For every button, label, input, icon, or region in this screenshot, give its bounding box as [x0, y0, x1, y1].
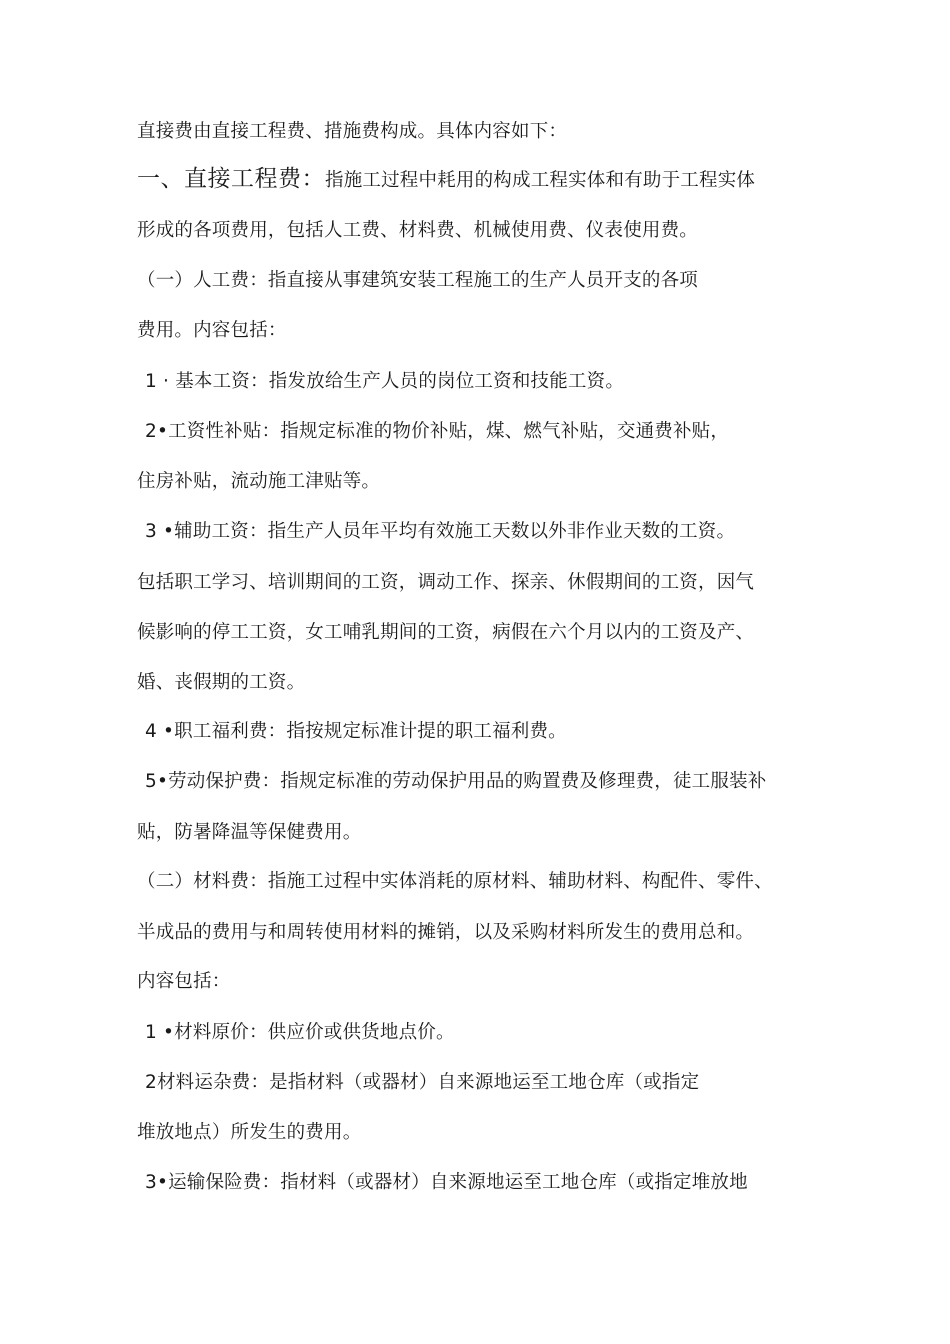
- section-1-paragraph: [137, 166, 755, 194]
- material-cost-heading: （二）材料费：指施工过程中实体消耗的原材料、辅助材料、构配件、零件、: [137, 871, 773, 892]
- labor-item-2-continuation: 住房补贴，流动施工津贴等。: [137, 471, 381, 492]
- labor-item-3-continuation-3: 婚、丧假期的工资。: [137, 672, 306, 693]
- intro-paragraph: 直接费由直接工程费、措施费构成。具体内容如下：: [137, 121, 568, 142]
- labor-item-2: 2•工资性补贴：指规定标准的物价补贴，煤、燃气补贴，交通费补贴，: [145, 421, 730, 442]
- labor-item-3: 3 •辅助工资：指生产人员年平均有效施工天数以外非作业天数的工资。: [145, 521, 736, 542]
- labor-cost-heading: （一）人工费：指直接从事建筑安装工程施工的生产人员开支的各项: [137, 270, 699, 291]
- labor-item-5: 5•劳动保护费：指规定标准的劳动保护用品的购置费及修理费，徒工服装补: [145, 771, 767, 792]
- material-item-2: 2材料运杂费：是指材料（或器材）自来源地运至工地仓库（或指定: [145, 1072, 700, 1093]
- section-1-heading: 一、直接工程费：: [137, 166, 325, 192]
- material-item-1: 1 •材料原价：供应价或供货地点价。: [145, 1022, 455, 1043]
- labor-item-3-continuation-2: 候影响的停工工资，女工哺乳期间的工资，病假在六个月以内的工资及产、: [137, 622, 755, 643]
- material-item-2-continuation: 堆放地点）所发生的费用。: [137, 1122, 362, 1143]
- section-1-text: 指施工过程中耗用的构成工程实体和有助于工程实体: [325, 170, 756, 191]
- labor-item-5-continuation: 贴，防暑降温等保健费用。: [137, 822, 362, 843]
- labor-item-1: 1 · 基本工资：指发放给生产人员的岗位工资和技能工资。: [145, 371, 625, 392]
- labor-item-4: 4 •职工福利费：指按规定标准计提的职工福利费。: [145, 721, 567, 742]
- labor-cost-continuation: 费用。内容包括：: [137, 320, 287, 341]
- section-1-continuation: 形成的各项费用，包括人工费、材料费、机械使用费、仪表使用费。: [137, 220, 699, 241]
- material-cost-continuation-2: 内容包括：: [137, 971, 231, 992]
- material-cost-continuation-1: 半成品的费用与和周转使用材料的摊销，以及采购材料所发生的费用总和。: [137, 922, 755, 943]
- material-item-3: 3•运输保险费：指材料（或器材）自来源地运至工地仓库（或指定堆放地: [145, 1172, 748, 1193]
- labor-item-3-continuation-1: 包括职工学习、培训期间的工资，调动工作、探亲、休假期间的工资，因气: [137, 572, 755, 593]
